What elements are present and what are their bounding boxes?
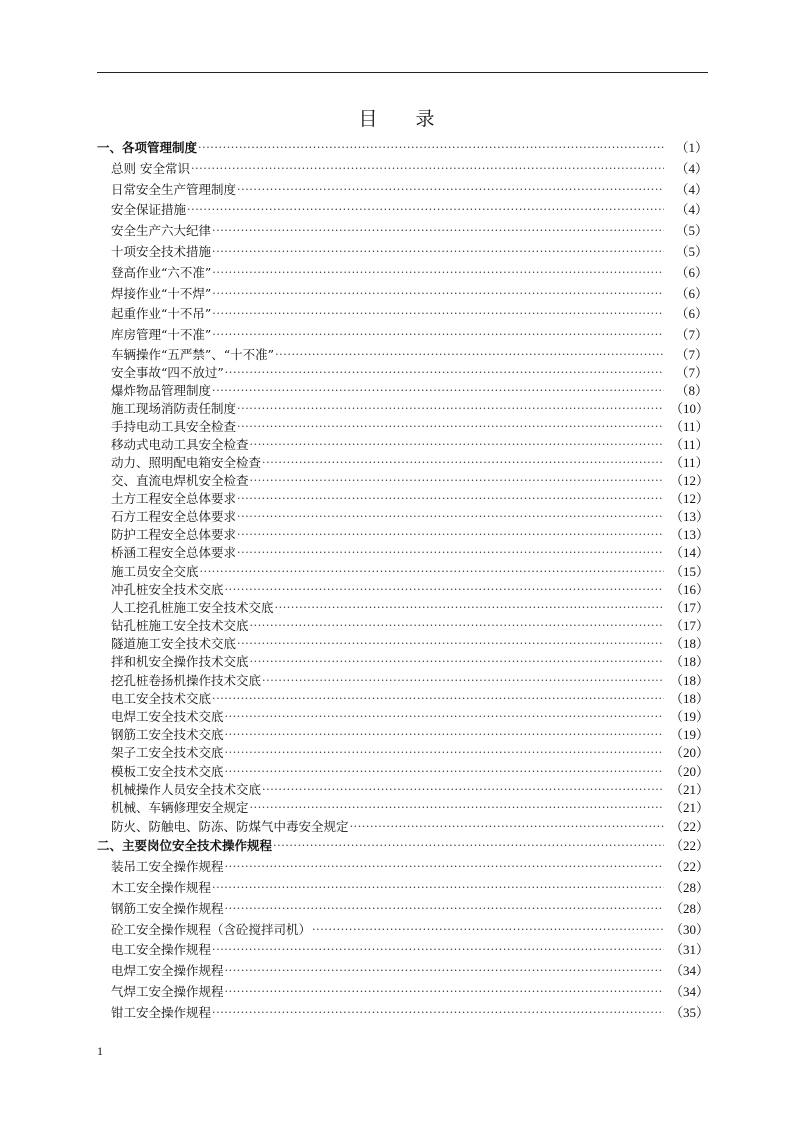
toc-entry[interactable] xyxy=(97,346,708,364)
dot-leader xyxy=(250,436,664,454)
toc-entry-page: （8） xyxy=(675,383,708,398)
header-rule xyxy=(97,72,708,73)
toc-entry-title: 模板工安全技术交底 xyxy=(111,764,224,779)
toc-entry-page: （14） xyxy=(670,545,710,560)
toc-entry[interactable] xyxy=(97,364,708,382)
toc-entry-page: （17） xyxy=(670,600,710,615)
dot-leader xyxy=(250,653,664,671)
toc-entry[interactable] xyxy=(97,962,708,980)
toc-entry-title: 机械操作人员安全技术交底 xyxy=(111,782,262,797)
toc-entry-page: （31） xyxy=(670,942,710,957)
toc-entry-page: （12） xyxy=(670,473,710,488)
toc-entry[interactable] xyxy=(97,799,708,817)
toc-entry-title: 登高作业“六不准” xyxy=(111,265,212,280)
toc-entry-title: 交、直流电焊机安全检查 xyxy=(111,473,249,488)
toc-entry-title: 钢筋工安全技术交底 xyxy=(111,727,224,742)
toc-entry-page: （11） xyxy=(670,455,709,470)
toc-entry[interactable] xyxy=(97,201,708,219)
toc-entry-page: （13） xyxy=(670,527,710,542)
dot-leader xyxy=(237,490,664,508)
dot-leader xyxy=(237,181,664,199)
toc-entry-title: 架子工安全技术交底 xyxy=(111,745,224,760)
page-number: 1 xyxy=(97,1044,103,1058)
dot-leader xyxy=(212,1004,664,1022)
dot-leader xyxy=(212,243,664,261)
dot-leader xyxy=(237,544,664,562)
toc-entry[interactable] xyxy=(97,708,708,726)
dot-leader xyxy=(250,799,664,817)
toc-entry[interactable] xyxy=(97,653,708,671)
toc-entry-page: （20） xyxy=(670,745,710,760)
toc-entry-title: 钳工安全操作规程 xyxy=(111,1005,212,1020)
toc-entry[interactable] xyxy=(97,781,708,799)
dot-leader xyxy=(225,744,664,762)
toc-entry-page: （21） xyxy=(670,782,710,797)
dot-leader xyxy=(212,690,664,708)
toc-entry-page: （5） xyxy=(675,223,708,238)
dot-leader xyxy=(237,508,664,526)
dot-leader xyxy=(225,763,664,781)
toc-entry[interactable] xyxy=(97,941,708,959)
dot-leader xyxy=(212,264,664,282)
toc-entry[interactable] xyxy=(97,222,708,240)
toc-entry-page: （7） xyxy=(675,327,708,342)
toc-entry-page: （35） xyxy=(670,1005,710,1020)
toc-entry-title: 桥涵工程安全总体要求 xyxy=(111,545,237,560)
toc-entry[interactable] xyxy=(97,544,708,562)
toc-entry[interactable] xyxy=(97,635,708,653)
toc-entry-page: （12） xyxy=(670,491,710,506)
toc-entry-page: （6） xyxy=(675,265,708,280)
toc-entry-title: 手持电动工具安全检查 xyxy=(111,419,237,434)
toc-entry[interactable] xyxy=(97,726,708,744)
toc-entry-title: 车辆操作“五严禁”、“十不准” xyxy=(111,347,275,362)
toc-section[interactable] xyxy=(97,837,708,855)
toc-entry-page: （5） xyxy=(675,244,708,259)
toc-entry-title: 安全事故“四不放过” xyxy=(111,365,224,380)
toc-entry-page: （6） xyxy=(675,306,708,321)
toc-entry-page: （4） xyxy=(675,202,708,217)
toc-entry-title: 施工员安全交底 xyxy=(111,564,199,579)
toc-entry-title: 气焊工安全操作规程 xyxy=(111,984,224,999)
toc-entry[interactable] xyxy=(97,858,708,876)
dot-leader xyxy=(191,160,664,178)
dot-leader xyxy=(237,418,664,436)
dot-leader xyxy=(275,599,664,617)
dot-leader xyxy=(237,526,664,544)
toc-entry-title: 起重作业“十不吊” xyxy=(111,306,212,321)
toc-entry[interactable] xyxy=(97,672,708,690)
dot-leader xyxy=(225,962,664,980)
dot-leader xyxy=(262,454,664,472)
toc-entry-page: （7） xyxy=(675,347,708,362)
toc-entry-title: 二、主要岗位安全技术操作规程 xyxy=(97,838,273,853)
dot-leader xyxy=(262,781,664,799)
toc-entry-title: 防护工程安全总体要求 xyxy=(111,527,237,542)
toc-entry-page: （1） xyxy=(675,140,708,155)
dot-leader xyxy=(275,346,664,364)
toc-entry-title: 隧道施工安全技术交底 xyxy=(111,636,237,651)
toc-entry-title: 钻孔桩施工安全技术交底 xyxy=(111,618,249,633)
dot-leader xyxy=(237,400,664,418)
toc-entry[interactable] xyxy=(97,472,708,490)
toc-entry[interactable] xyxy=(97,526,708,544)
toc-entry[interactable] xyxy=(97,818,708,836)
toc-entry[interactable] xyxy=(97,508,708,526)
toc-entry-page: （13） xyxy=(670,509,710,524)
dot-leader xyxy=(225,581,664,599)
toc-entry-page: （17） xyxy=(670,618,710,633)
toc-entry-page: （34） xyxy=(670,984,710,999)
toc-entry-page: （4） xyxy=(675,161,708,176)
toc-entry-title: 机械、车辆修理安全规定 xyxy=(111,800,249,815)
dot-leader xyxy=(225,708,664,726)
toc-entry[interactable] xyxy=(97,563,708,581)
toc-entry[interactable] xyxy=(97,285,708,303)
toc-entry-page: （7） xyxy=(675,365,708,380)
toc-entry-title: 动力、照明配电箱安全检查 xyxy=(111,455,262,470)
toc-entry[interactable] xyxy=(97,599,708,617)
toc-entry[interactable] xyxy=(97,305,708,323)
toc-entry[interactable] xyxy=(97,983,708,1001)
dot-leader xyxy=(225,858,664,876)
toc-entry-page: （11） xyxy=(670,437,709,452)
toc-entry[interactable] xyxy=(97,382,708,400)
toc-entry-title: 防火、防触电、防冻、防煤气中毒安全规定 xyxy=(111,819,349,834)
toc-entry[interactable] xyxy=(97,879,708,897)
toc-entry[interactable] xyxy=(97,1004,708,1022)
toc-entry-title: 安全生产六大纪律 xyxy=(111,223,212,238)
toc-entry[interactable] xyxy=(97,160,708,178)
dot-leader xyxy=(262,672,664,690)
toc-entry-page: （28） xyxy=(670,901,710,916)
toc-entry-page: （18） xyxy=(670,636,710,651)
dot-leader xyxy=(212,285,664,303)
dot-leader xyxy=(212,326,664,344)
toc-entry-title: 挖孔桩卷扬机操作技术交底 xyxy=(111,673,262,688)
toc-entry-title: 安全保证措施 xyxy=(111,202,187,217)
dot-leader xyxy=(200,563,664,581)
toc-entry-title: 施工现场消防责任制度 xyxy=(111,401,237,416)
toc-entry-title: 电焊工安全技术交底 xyxy=(111,709,224,724)
toc-entry[interactable] xyxy=(97,264,708,282)
toc-entry[interactable] xyxy=(97,418,708,436)
toc-entry[interactable] xyxy=(97,763,708,781)
toc-entry[interactable] xyxy=(97,690,708,708)
toc-entry-title: 木工安全操作规程 xyxy=(111,880,212,895)
dot-leader xyxy=(212,879,664,897)
toc-entry-title: 移动式电动工具安全检查 xyxy=(111,437,249,452)
toc-entry-title: 焊接作业“十不焊” xyxy=(111,286,212,301)
toc-section[interactable] xyxy=(97,139,708,157)
toc-entry-page: （21） xyxy=(670,800,710,815)
toc-entry-page: （16） xyxy=(670,582,710,597)
toc-entry-page: （22） xyxy=(670,838,710,853)
dot-leader xyxy=(212,222,664,240)
toc-entry-title: 日常安全生产管理制度 xyxy=(111,182,237,197)
toc-entry-page: （11） xyxy=(670,419,709,434)
dot-leader xyxy=(273,837,664,855)
toc-entry[interactable] xyxy=(97,454,708,472)
title-char-2: 录 xyxy=(415,108,435,130)
toc-entry-title: 库房管理“十不准” xyxy=(111,327,212,342)
toc-entry-title: 电焊工安全操作规程 xyxy=(111,963,224,978)
toc-entry[interactable] xyxy=(97,921,708,939)
dot-leader xyxy=(225,900,664,918)
dot-leader xyxy=(250,617,664,635)
toc-entry[interactable] xyxy=(97,581,708,599)
toc-entry[interactable] xyxy=(97,900,708,918)
dot-leader xyxy=(212,941,664,959)
dot-leader xyxy=(212,305,664,323)
dot-leader xyxy=(225,364,664,382)
toc-entry-title: 爆炸物品管理制度 xyxy=(111,383,212,398)
toc-entry-title: 装吊工安全操作规程 xyxy=(111,859,224,874)
title-char-1: 目 xyxy=(358,108,378,130)
toc-entry-title: 拌和机安全操作技术交底 xyxy=(111,654,249,669)
toc-entry-page: （10） xyxy=(670,401,710,416)
toc-entry-page: （30） xyxy=(670,922,710,937)
toc-entry[interactable] xyxy=(97,181,708,199)
page-title xyxy=(0,104,793,131)
toc-entry-page: （28） xyxy=(670,880,710,895)
toc-entry-page: （34） xyxy=(670,963,710,978)
toc-entry-page: （19） xyxy=(670,727,710,742)
toc-entry-title: 一、各项管理制度 xyxy=(97,140,198,155)
toc-entry-title: 人工挖孔桩施工安全技术交底 xyxy=(111,600,274,615)
toc-entry-title: 冲孔桩安全技术交底 xyxy=(111,582,224,597)
toc-entry-page: （19） xyxy=(670,709,710,724)
dot-leader xyxy=(225,726,664,744)
toc-entry[interactable] xyxy=(97,326,708,344)
dot-leader xyxy=(250,472,664,490)
toc-entry-page: （4） xyxy=(675,182,708,197)
toc-entry-title: 砼工安全操作规程（含砼搅拌司机） xyxy=(111,922,312,937)
toc-entry-page: （22） xyxy=(670,859,710,874)
dot-leader xyxy=(187,201,664,219)
toc-entry[interactable] xyxy=(97,490,708,508)
toc-entry-page: （18） xyxy=(670,691,710,706)
toc-entry[interactable] xyxy=(97,617,708,635)
dot-leader xyxy=(237,635,664,653)
toc-entry[interactable] xyxy=(97,243,708,261)
dot-leader xyxy=(225,983,664,1001)
toc-entry[interactable] xyxy=(97,744,708,762)
toc-entry-title: 十项安全技术措施 xyxy=(111,244,212,259)
toc-entry-title: 土方工程安全总体要求 xyxy=(111,491,237,506)
toc-entry-page: （20） xyxy=(670,764,710,779)
toc-entry-page: （18） xyxy=(670,673,710,688)
toc-entry-title: 总则 安全常识 xyxy=(111,161,190,176)
toc-entry-page: （22） xyxy=(670,819,710,834)
toc-entry-title: 石方工程安全总体要求 xyxy=(111,509,237,524)
toc-entry-title: 电工安全操作规程 xyxy=(111,942,212,957)
toc-entry-title: 电工安全技术交底 xyxy=(111,691,212,706)
toc-entry[interactable] xyxy=(97,400,708,418)
dot-leader xyxy=(212,382,664,400)
toc-entry-page: （15） xyxy=(670,564,710,579)
dot-leader xyxy=(350,818,664,836)
toc-entry-title: 钢筋工安全操作规程 xyxy=(111,901,224,916)
dot-leader xyxy=(198,139,664,157)
dot-leader xyxy=(312,921,664,939)
toc-entry-page: （6） xyxy=(675,286,708,301)
toc-entry[interactable] xyxy=(97,436,708,454)
toc-entry-page: （18） xyxy=(670,654,710,669)
